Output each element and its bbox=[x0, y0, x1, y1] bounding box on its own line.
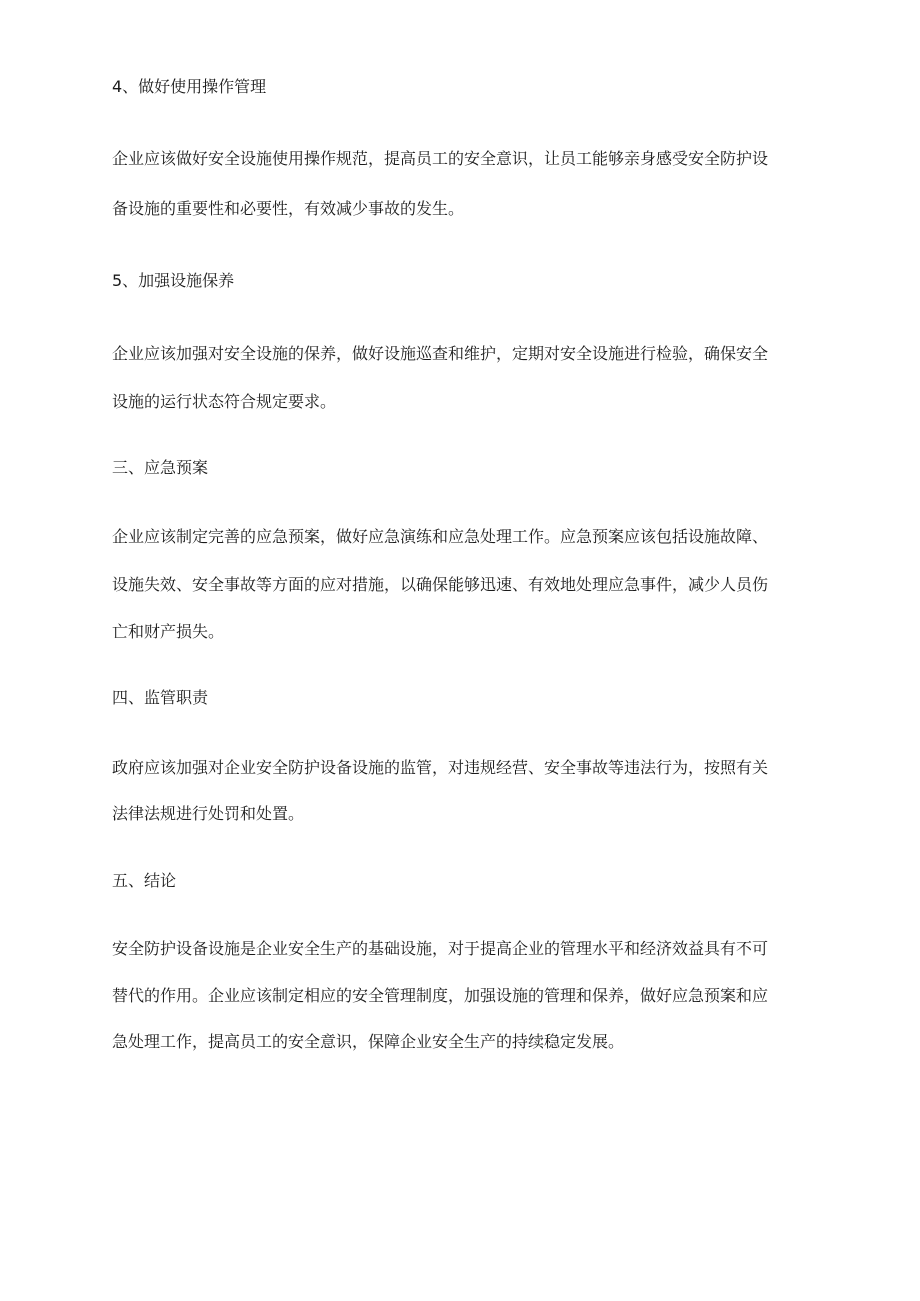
paragraph-line: 政府应该加强对企业安全防护设备设施的监管，对违规经营、安全事故等违法行为，按照有关 bbox=[112, 758, 769, 777]
paragraph-line: 设施失效、安全事故等方面的应对措施，以确保能够迅速、有效地处理应急事件，减少人员伤 bbox=[112, 575, 769, 594]
paragraph-line: 法律法规进行处罚和处置。 bbox=[112, 804, 305, 823]
section-heading-supervision: 四、监管职责 bbox=[112, 688, 209, 707]
paragraph-line: 设施的运行状态符合规定要求。 bbox=[112, 392, 337, 411]
paragraph-line: 替代的作用。企业应该制定相应的安全管理制度，加强设施的管理和保养，做好应急预案和应 bbox=[112, 986, 769, 1005]
section-heading-emergency-plan: 三、应急预案 bbox=[112, 458, 209, 477]
paragraph-line: 企业应该做好安全设施使用操作规范，提高员工的安全意识，让员工能够亲身感受安全防护设 bbox=[112, 149, 769, 168]
section-heading-conclusion: 五、结论 bbox=[112, 871, 177, 890]
paragraph-line: 企业应该制定完善的应急预案，做好应急演练和应急处理工作。应急预案应该包括设施故障、 bbox=[112, 527, 769, 546]
paragraph-line: 安全防护设备设施是企业安全生产的基础设施，对于提高企业的管理水平和经济效益具有不可 bbox=[112, 939, 769, 958]
paragraph-line: 备设施的重要性和必要性，有效减少事故的发生。 bbox=[112, 199, 465, 218]
paragraph-line: 急处理工作，提高员工的安全意识，保障企业安全生产的持续稳定发展。 bbox=[112, 1032, 625, 1051]
paragraph-line: 亡和财产损失。 bbox=[112, 622, 225, 641]
paragraph-line: 企业应该加强对安全设施的保养，做好设施巡查和维护，定期对安全设施进行检验，确保安全 bbox=[112, 344, 769, 363]
section-heading-4: 4、做好使用操作管理 bbox=[112, 77, 267, 96]
section-heading-5: 5、加强设施保养 bbox=[112, 271, 235, 290]
